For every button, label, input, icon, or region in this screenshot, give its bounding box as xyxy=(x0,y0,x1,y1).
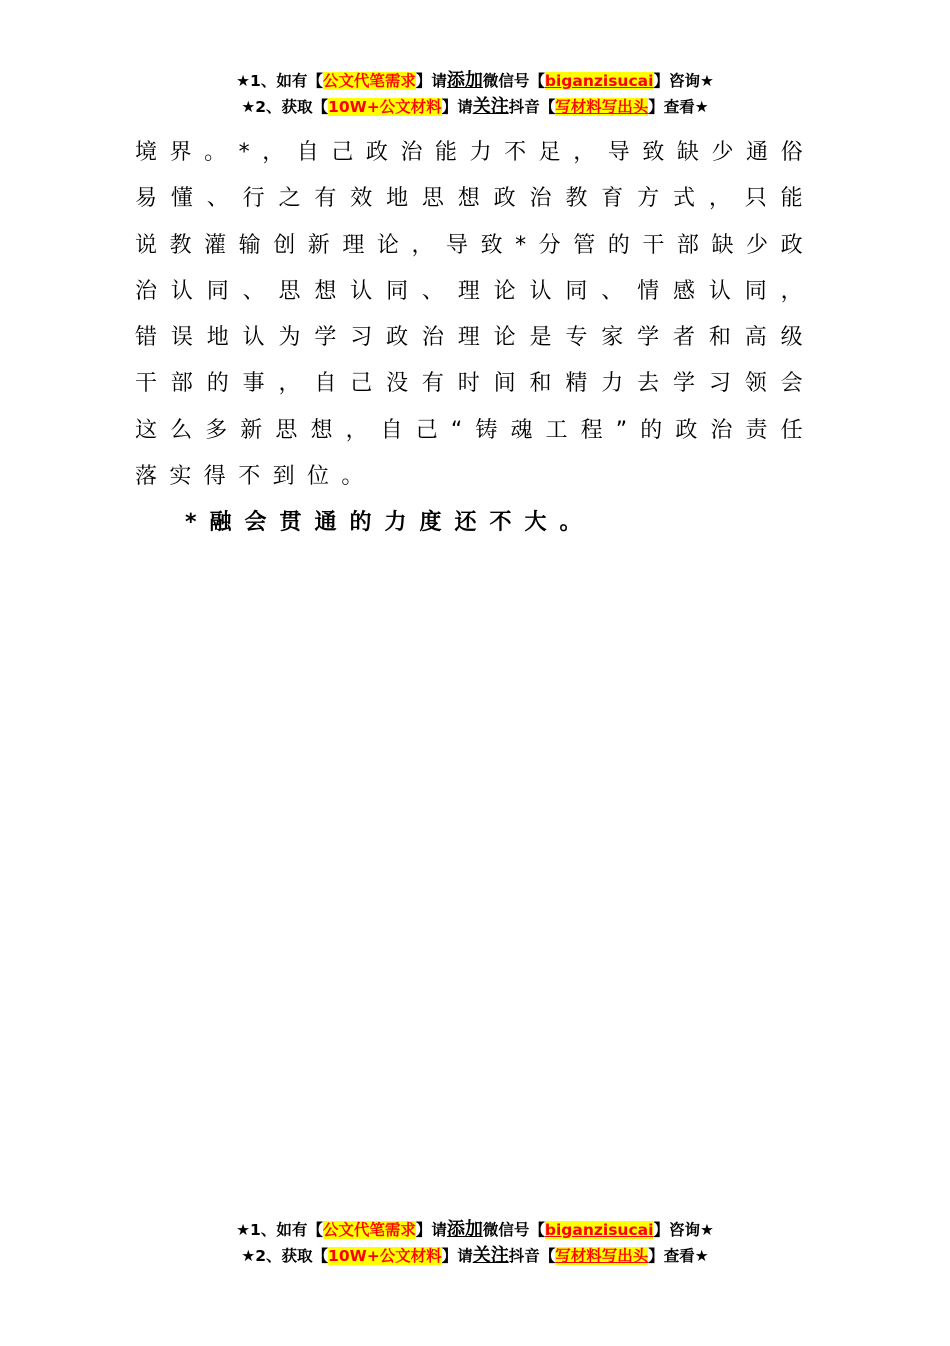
banner-text: 抖音【 xyxy=(508,98,556,116)
banner-text: 】查看★ xyxy=(648,1247,709,1265)
banner-line-2 xyxy=(0,94,950,120)
banner-text: 】请 xyxy=(441,1247,473,1265)
banner-text: ★1、如有【 xyxy=(236,72,323,90)
banner-text: ★2、获取【 xyxy=(241,98,329,116)
banner-wechat-id: biganzisucai xyxy=(544,72,654,90)
banner-text: 抖音【 xyxy=(508,1247,556,1265)
banner-text: ★1、如有【 xyxy=(236,1221,323,1239)
banner-emphasis: 添加 xyxy=(446,70,483,91)
banner-text: 】请 xyxy=(441,98,473,116)
header-banner xyxy=(0,68,950,120)
banner-text: 】咨询★ xyxy=(653,72,714,90)
section-heading: *融会贯通的力度还不大。 xyxy=(185,510,595,536)
banner-wechat-id: biganzisucai xyxy=(544,1221,654,1239)
banner-text: 微信号【 xyxy=(482,1221,545,1239)
banner-douyin-id: 写材料写出头 xyxy=(555,1247,649,1265)
document-body xyxy=(135,130,815,547)
banner-line-1 xyxy=(0,1217,950,1243)
banner-text: 】请 xyxy=(415,1221,447,1239)
banner-highlight: 10W+公文材料 xyxy=(328,1247,442,1265)
banner-text: 微信号【 xyxy=(482,72,545,90)
banner-emphasis: 添加 xyxy=(446,1219,483,1240)
banner-emphasis: 关注 xyxy=(472,96,509,117)
banner-highlight: 公文代笔需求 xyxy=(322,1221,416,1239)
banner-emphasis: 关注 xyxy=(472,1245,509,1266)
banner-text: ★2、获取【 xyxy=(241,1247,329,1265)
banner-line-2 xyxy=(0,1243,950,1269)
banner-text: 】咨询★ xyxy=(653,1221,714,1239)
banner-douyin-id: 写材料写出头 xyxy=(555,98,649,116)
banner-highlight: 公文代笔需求 xyxy=(322,72,416,90)
banner-text: 】请 xyxy=(415,72,447,90)
banner-highlight: 10W+公文材料 xyxy=(328,98,442,116)
footer-banner xyxy=(0,1217,950,1269)
body-paragraph: 境界。*，自己政治能力不足，导致缺少通俗易懂、行之有效地思想政治教育方式，只能说教灌输创新理论，导致*分管的干部缺少政治认同、思想认同、理论认同、情感认同，错误地认为学习政治理论是专家学者和高级干部的事，自己没有时间和精力去学习领会这么多新思想，自己“铸魂工程”的政治责任落实得不到位。 xyxy=(135,140,815,490)
banner-text: 】查看★ xyxy=(648,98,709,116)
banner-line-1 xyxy=(0,68,950,94)
